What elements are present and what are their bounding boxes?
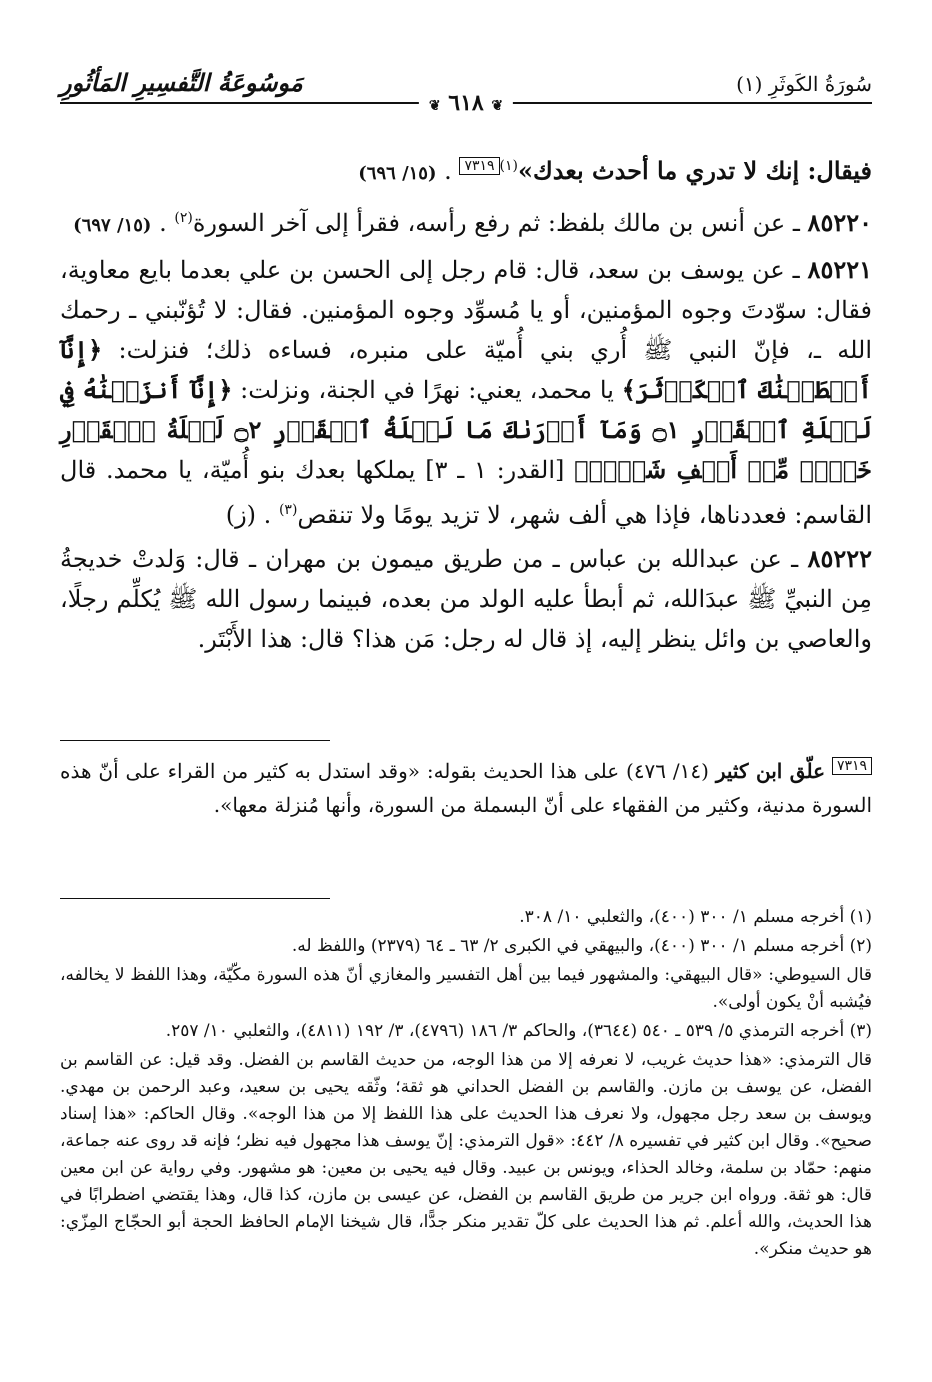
footnote-1: (١) أخرجه مسلم ١/ ٣٠٠ (٤٠٠)، والثعلبي ١٠/ ٣٠٨. xyxy=(519,907,872,927)
hadith-number: ٨٥٢٢١ xyxy=(807,255,872,284)
page-number-group xyxy=(419,90,513,116)
editor-comment xyxy=(60,754,872,822)
hadith-85221 xyxy=(60,250,872,535)
footnote-2: (٢) أخرجه مسلم ١/ ٣٠٠ (٤٠٠)، والبيهقي في الكبرى ٢/ ٦٣ ـ ٦٤ (٢٣٧٩) واللفظ له. xyxy=(291,936,872,956)
hadith-text: فيقال: إنك لا تدري ما أحدث بعدك» xyxy=(517,156,872,185)
ornament-left-icon: ❦ xyxy=(428,98,441,114)
hadith-number: ٨٥٢٢٢ xyxy=(807,544,872,573)
hadith-text: ـ عن أنس بن مالك بلفظ: ثم رفع رأسه، فقرأ إلى آخر السورة xyxy=(192,209,800,237)
footnote-mark[interactable]: (٢) xyxy=(174,210,193,226)
footnote-3: (٣) أخرجه الترمذي ٥/ ٥٣٩ ـ ٥٤٠ (٣٦٤٤)، والحاكم ٣/ ١٨٦ (٤٧٩٦)، ٣/ ١٩٢ (٤٨١١)، والثعلبي ١٠/ ٢٥٧. xyxy=(165,1021,872,1041)
comment-separator xyxy=(60,740,330,741)
comment-text: (١٤/ ٤٧٦) على هذا الحديث بقوله: «وقد استدل به كثير من القراء على أنّ هذه السورة مدنية، وكثير من الفقهاء على أنّ البسملة من السورة، وأنها مُنزلة معها». xyxy=(60,759,872,817)
comment-author: علّق ابن كثير xyxy=(715,759,826,783)
volume-ref: (١٥/ ٦٩٦) xyxy=(358,163,437,184)
comment-ref-box[interactable]: ٧٣١٩ xyxy=(459,157,499,175)
quran-ref: [القدر: ١ ـ ٣] xyxy=(425,456,565,484)
hadith-text: ـ عن يوسف بن سعد، قال: قام رجل إلى الحسن بن علي بعدما بايع معاوية، فقال: سوّدتَ وجوه المؤمنين، أو يا مُسوِّد وجوه المؤمنين. فقال: لا تُؤنّبني ـ رحمك الله ـ، فإنّ النبي ﷺ أُري بني أُميّة على منبره، فساءه ذلك؛ فنزلت: xyxy=(60,256,872,364)
footnote-mark[interactable]: (٣) xyxy=(278,502,298,518)
hadith-number: ٨٥٢٢٠ xyxy=(807,208,872,237)
footnote-3-note: قال الترمذي: «هذا حديث غريب، لا نعرفه إلا من هذا الوجه، من حديث القاسم بن الفضل. وقد قيل: عن القاسم بن الفضل، عن يوسف بن مازن. والقاسم بن الفضل الحداني هو ثقة؛ وثّقه يحيى بن سعيد، وعبد الرحمن بن مهدي. ويوسف بن سعد رجل مجهول، ولا نعرف هذا الحديث على هذا اللفظ إلا من هذا الوجه». وقال الحاكم: «هذا إسناد صحيح». وقال ابن كثير في تفسيره ٨/ ٤٤٢: «قول الترمذي: إنّ يوسف هذا مجهول فيه نظر؛ فإنه قد روى عنه جماعة، منهم: حمّاد بن سلمة، وخالد الحذاء، ويونس بن عبيد. وقال فيه يحيى بن معين: هو مشهور. وفي رواية عن ابن معين قال: هو ثقة. ورواه ابن جرير من طريق القاسم بن الفضل، عن عيسى بن مازن، كذا قال، وهذا يقتضي اضطرابًا في هذا الحديث، والله أعلم. ثم هذا الحديث على كلّ تقدير منكر جدًّا، قال شيخنا الإمام الحافظ الحجة أبو الحجّاج المِزّي: هو حديث منكر». xyxy=(60,1050,872,1259)
page-number: ٦١٨ xyxy=(448,90,484,116)
hadith-text: ـ عن عبدالله بن عباس ـ من طريق ميمون بن مهران ـ قال: وَلدتْ خديجةُ مِن النبيِّ ﷺ عبدَالله، ثم أبطأ عليه الولد من بعده، فبينما رسول الله ﷺ يُكلِّم رجلًا، والعاصي بن وائل ينظر إليه، إذ قال له رجل: مَن هذا؟ قال: هذا الأَبْتَر. xyxy=(60,545,873,653)
quran-verse: ﴿إِنَّآ أَنزَلۡنَٰهُ فِي لَيۡلَةِ ٱلۡقَدۡرِ ۝١ وَمَآ أَدۡرَىٰكَ مَا لَيۡلَةُ ٱلۡقَدۡرِ ۝٢ لَيۡلَةُ ٱلۡقَدۡرِ خَيۡرٞ مِّنۡ أَلۡفِ شَهۡرٖ﴾ xyxy=(60,375,872,484)
footnote-mark[interactable]: (١) xyxy=(499,158,518,174)
hadith-tail: . (ز) xyxy=(225,501,272,529)
hadith-text: يا محمد، يعني: نهرًا في الجنة، ونزلت: xyxy=(240,376,614,404)
volume-ref: (١٥/ ٦٩٧) xyxy=(73,215,152,236)
hadith-85220 xyxy=(60,198,872,246)
surah-title: سُورَةُ الكَوثَرِ (١) xyxy=(736,72,872,96)
quran-verse: ﴿إِنَّآ أَعۡطَيۡنَٰكَ ٱلۡكَوۡثَرَ﴾ xyxy=(60,335,873,404)
main-text xyxy=(60,146,872,663)
ornament-right-icon: ❦ xyxy=(491,98,504,114)
comment-box[interactable]: ٧٣١٩ xyxy=(832,757,872,775)
running-header xyxy=(60,62,872,116)
footnote-2-note: قال السيوطي: «قال البيهقي: والمشهور فيما بين أهل التفسير والمغازي أنّ هذه السورة مكّيّة، وهذا اللفظ لا يخالفه، فيُشبه أنْ يكون أولى». xyxy=(60,965,872,1012)
footnote-separator xyxy=(60,898,330,899)
hadith-85222 xyxy=(60,539,872,659)
book-title: مَوسُوعَةُ التَّفسِيرِ المَأثُورِ xyxy=(60,68,303,97)
hadith-continuation xyxy=(60,146,872,194)
page xyxy=(60,62,873,1259)
hadith-tail: . xyxy=(159,209,167,237)
hadith-text: يملكها بعدك بنو أُميّة، يا محمد. قال القاسم: فعددناها، فإذا هي ألف شهر، لا تزيد يومًا ولا تنقص xyxy=(60,456,872,529)
footnotes xyxy=(60,904,872,1265)
hadith-tail: . xyxy=(444,157,452,185)
